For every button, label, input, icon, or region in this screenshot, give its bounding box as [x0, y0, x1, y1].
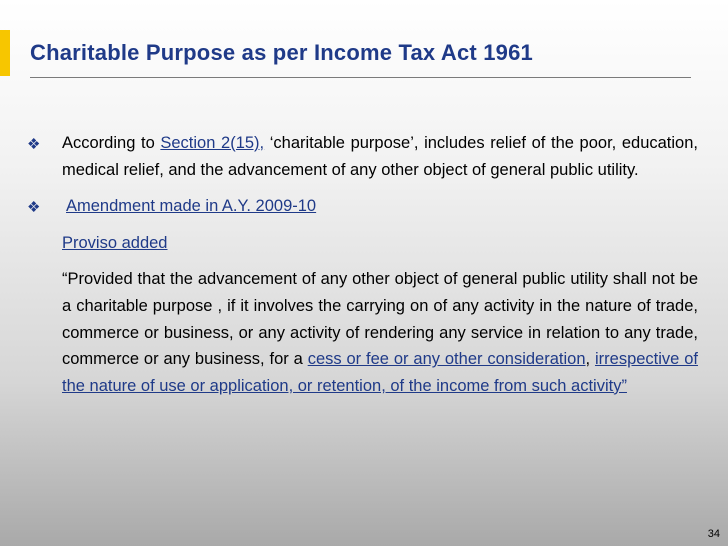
cess-fee-link[interactable]: cess or fee or any other consideration — [307, 350, 586, 369]
definition-intro: According to — [62, 134, 161, 152]
quote-comma: , — [585, 350, 595, 369]
page-number: 34 — [707, 528, 720, 540]
proviso-quote-block — [24, 266, 698, 399]
irrespective-link[interactable]: irrespective of the nature of use or application, or retention, of the income from such activity” — [62, 350, 698, 395]
bullet-item-amendment — [24, 193, 698, 220]
definition-body: ‘charitable purpose’, includes relief of the poor, education, medical relief, and the advancement of any other object of general public utility. — [62, 134, 698, 179]
proviso-heading-row — [24, 230, 698, 257]
proviso-added-link[interactable]: Proviso added — [62, 233, 168, 252]
slide-content — [24, 130, 698, 399]
title-accent-bar — [0, 30, 10, 76]
definition-text — [62, 130, 698, 183]
proviso-quote-text — [62, 266, 698, 399]
diamond-bullet-icon: ❖ — [27, 136, 41, 153]
diamond-bullet-icon: ❖ — [27, 199, 41, 217]
bullet-item-definition — [24, 130, 698, 183]
amendment-line — [62, 193, 698, 220]
title-divider — [30, 77, 691, 78]
slide-title: Charitable Purpose as per Income Tax Act 1961 — [30, 40, 533, 65]
proviso-line — [62, 230, 698, 257]
section-2-15-link[interactable]: Section 2(15), — [160, 134, 265, 152]
proviso-quote-body: “Provided that the advancement of any other object of general public utility shall not be a charitable purpose , if it involves the carrying on of any activity in the nature of trade, commerce or business, or any activity of rendering any service in relation to any trade, commerce or any business, for a — [62, 270, 698, 369]
amendment-link[interactable]: Amendment made in A.Y. 2009-10 — [66, 197, 317, 216]
